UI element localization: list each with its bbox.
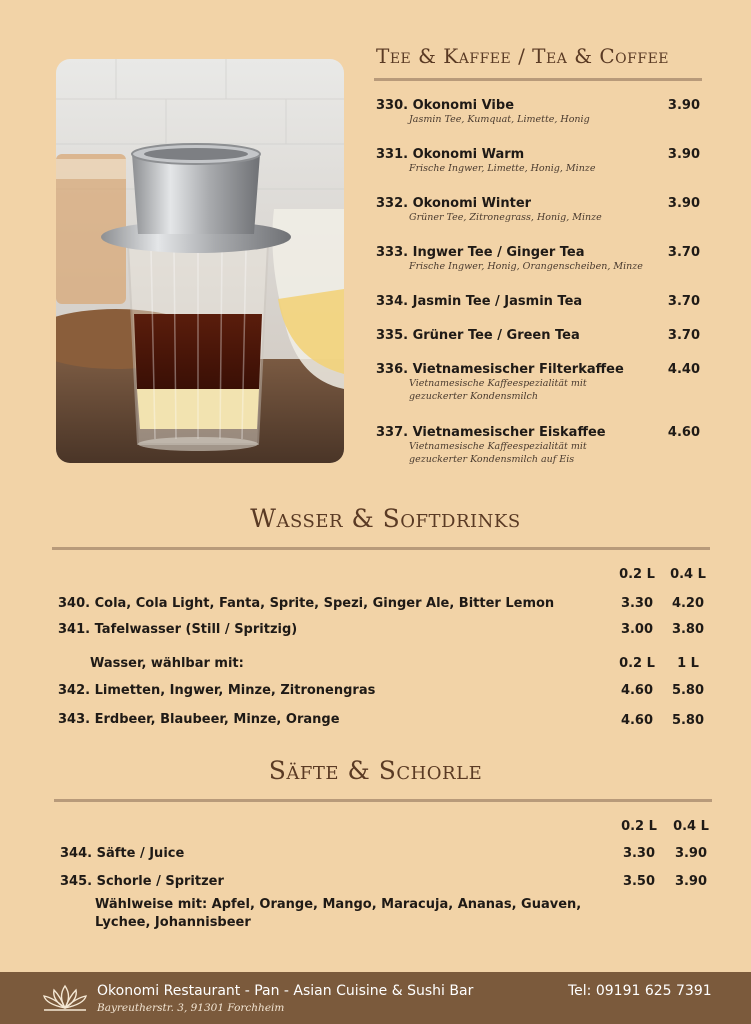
tea-heading-divider: [374, 78, 702, 81]
item-name: 336. Vietnamesischer Filterkaffee: [376, 362, 624, 377]
menu-item: [376, 245, 706, 273]
juice-options-line: Lychee, Johannisbeer: [95, 915, 251, 930]
price-large: 3.90: [674, 874, 708, 889]
size-header-small: 0.2 L: [619, 567, 655, 582]
price-large: 5.80: [671, 683, 705, 698]
price-large: 4.20: [671, 596, 705, 611]
lotus-logo-icon: [42, 984, 88, 1012]
price-small: 3.00: [620, 622, 654, 637]
price-large: 5.80: [671, 713, 705, 728]
menu-item: [376, 147, 706, 175]
item-description: Frische Ingwer, Honig, Orangenscheiben, Minze: [409, 261, 643, 272]
item-name: 330. Okonomi Vibe: [376, 98, 515, 113]
price-small: 4.60: [620, 713, 654, 728]
coffee-photo: [56, 59, 344, 463]
menu-item: [376, 98, 706, 126]
price-large: 3.90: [674, 846, 708, 861]
item-price: 4.40: [667, 362, 700, 377]
item-price: 3.70: [667, 328, 700, 343]
menu-item: [376, 362, 706, 403]
menu-item: [376, 294, 706, 309]
item-description: Frische Ingwer, Limette, Honig, Minze: [409, 163, 596, 174]
tea-coffee-heading: Tee & Kaffee / Tea & Coffee: [376, 44, 670, 68]
item-description: Jasmin Tee, Kumquat, Limette, Honig: [409, 114, 590, 125]
water-heading-divider: [52, 547, 710, 550]
restaurant-address: Bayreutherstr. 3, 91301 Forchheim: [97, 1002, 285, 1014]
item-description: Vietnamesische Kaffeespezialität mit: [409, 378, 587, 389]
drink-row-name: 344. Säfte / Juice: [60, 846, 185, 861]
juice-heading-divider: [54, 799, 712, 802]
item-price: 3.90: [667, 196, 700, 211]
item-price: 3.90: [667, 147, 700, 162]
item-name: 337. Vietnamesischer Eiskaffee: [376, 425, 606, 440]
water-softdrinks-heading: Wasser & Softdrinks: [250, 504, 521, 533]
price-small: 3.30: [620, 596, 654, 611]
size-header-small: 0.2 L: [621, 819, 657, 834]
drink-row-name: 340. Cola, Cola Light, Fanta, Sprite, Spezi, Ginger Ale, Bitter Lemon: [58, 596, 555, 611]
item-name: 331. Okonomi Warm: [376, 147, 525, 162]
price-small: 3.50: [622, 874, 656, 889]
phone-number[interactable]: Tel: 09191 625 7391: [568, 983, 712, 999]
footer-bar: [0, 972, 751, 1024]
drink-row-name: 342. Limetten, Ingwer, Minze, Zitronengras: [58, 683, 376, 698]
item-price: 3.70: [667, 294, 700, 309]
restaurant-name: Okonomi Restaurant - Pan - Asian Cuisine & Sushi Bar: [97, 983, 474, 999]
menu-item: [376, 425, 706, 466]
size-header-small: 0.2 L: [619, 656, 655, 671]
juice-heading: Säfte & Schorle: [268, 756, 483, 785]
price-small: 3.30: [622, 846, 656, 861]
item-name: 334. Jasmin Tee / Jasmin Tea: [376, 294, 583, 309]
item-name: 333. Ingwer Tee / Ginger Tea: [376, 245, 585, 260]
menu-item: [376, 328, 706, 343]
drink-row-name: 345. Schorle / Spritzer: [60, 874, 224, 889]
menu-item: [376, 196, 706, 224]
drink-row-name: 343. Erdbeer, Blaubeer, Minze, Orange: [58, 712, 340, 727]
item-price: 3.70: [667, 245, 700, 260]
water-subheading: Wasser, wählbar mit:: [90, 656, 244, 671]
item-description: Vietnamesische Kaffeespezialität mit: [409, 441, 587, 452]
juice-options-line: Wählweise mit: Apfel, Orange, Mango, Maracuja, Ananas, Guaven,: [95, 897, 582, 912]
item-name: 332. Okonomi Winter: [376, 196, 532, 211]
size-header-large: 1 L: [677, 656, 699, 671]
drink-row-name: 341. Tafelwasser (Still / Spritzig): [58, 622, 298, 637]
size-header-large: 0.4 L: [670, 567, 706, 582]
item-price: 3.90: [667, 98, 700, 113]
item-name: 335. Grüner Tee / Green Tea: [376, 328, 580, 343]
size-header-large: 0.4 L: [673, 819, 709, 834]
item-price: 4.60: [667, 425, 700, 440]
item-description: gezuckerter Kondensmilch auf Eis: [409, 454, 575, 465]
item-description: Grüner Tee, Zitronegrass, Honig, Minze: [409, 212, 602, 223]
price-small: 4.60: [620, 683, 654, 698]
item-description: gezuckerter Kondensmilch: [409, 391, 538, 402]
price-large: 3.80: [671, 622, 705, 637]
